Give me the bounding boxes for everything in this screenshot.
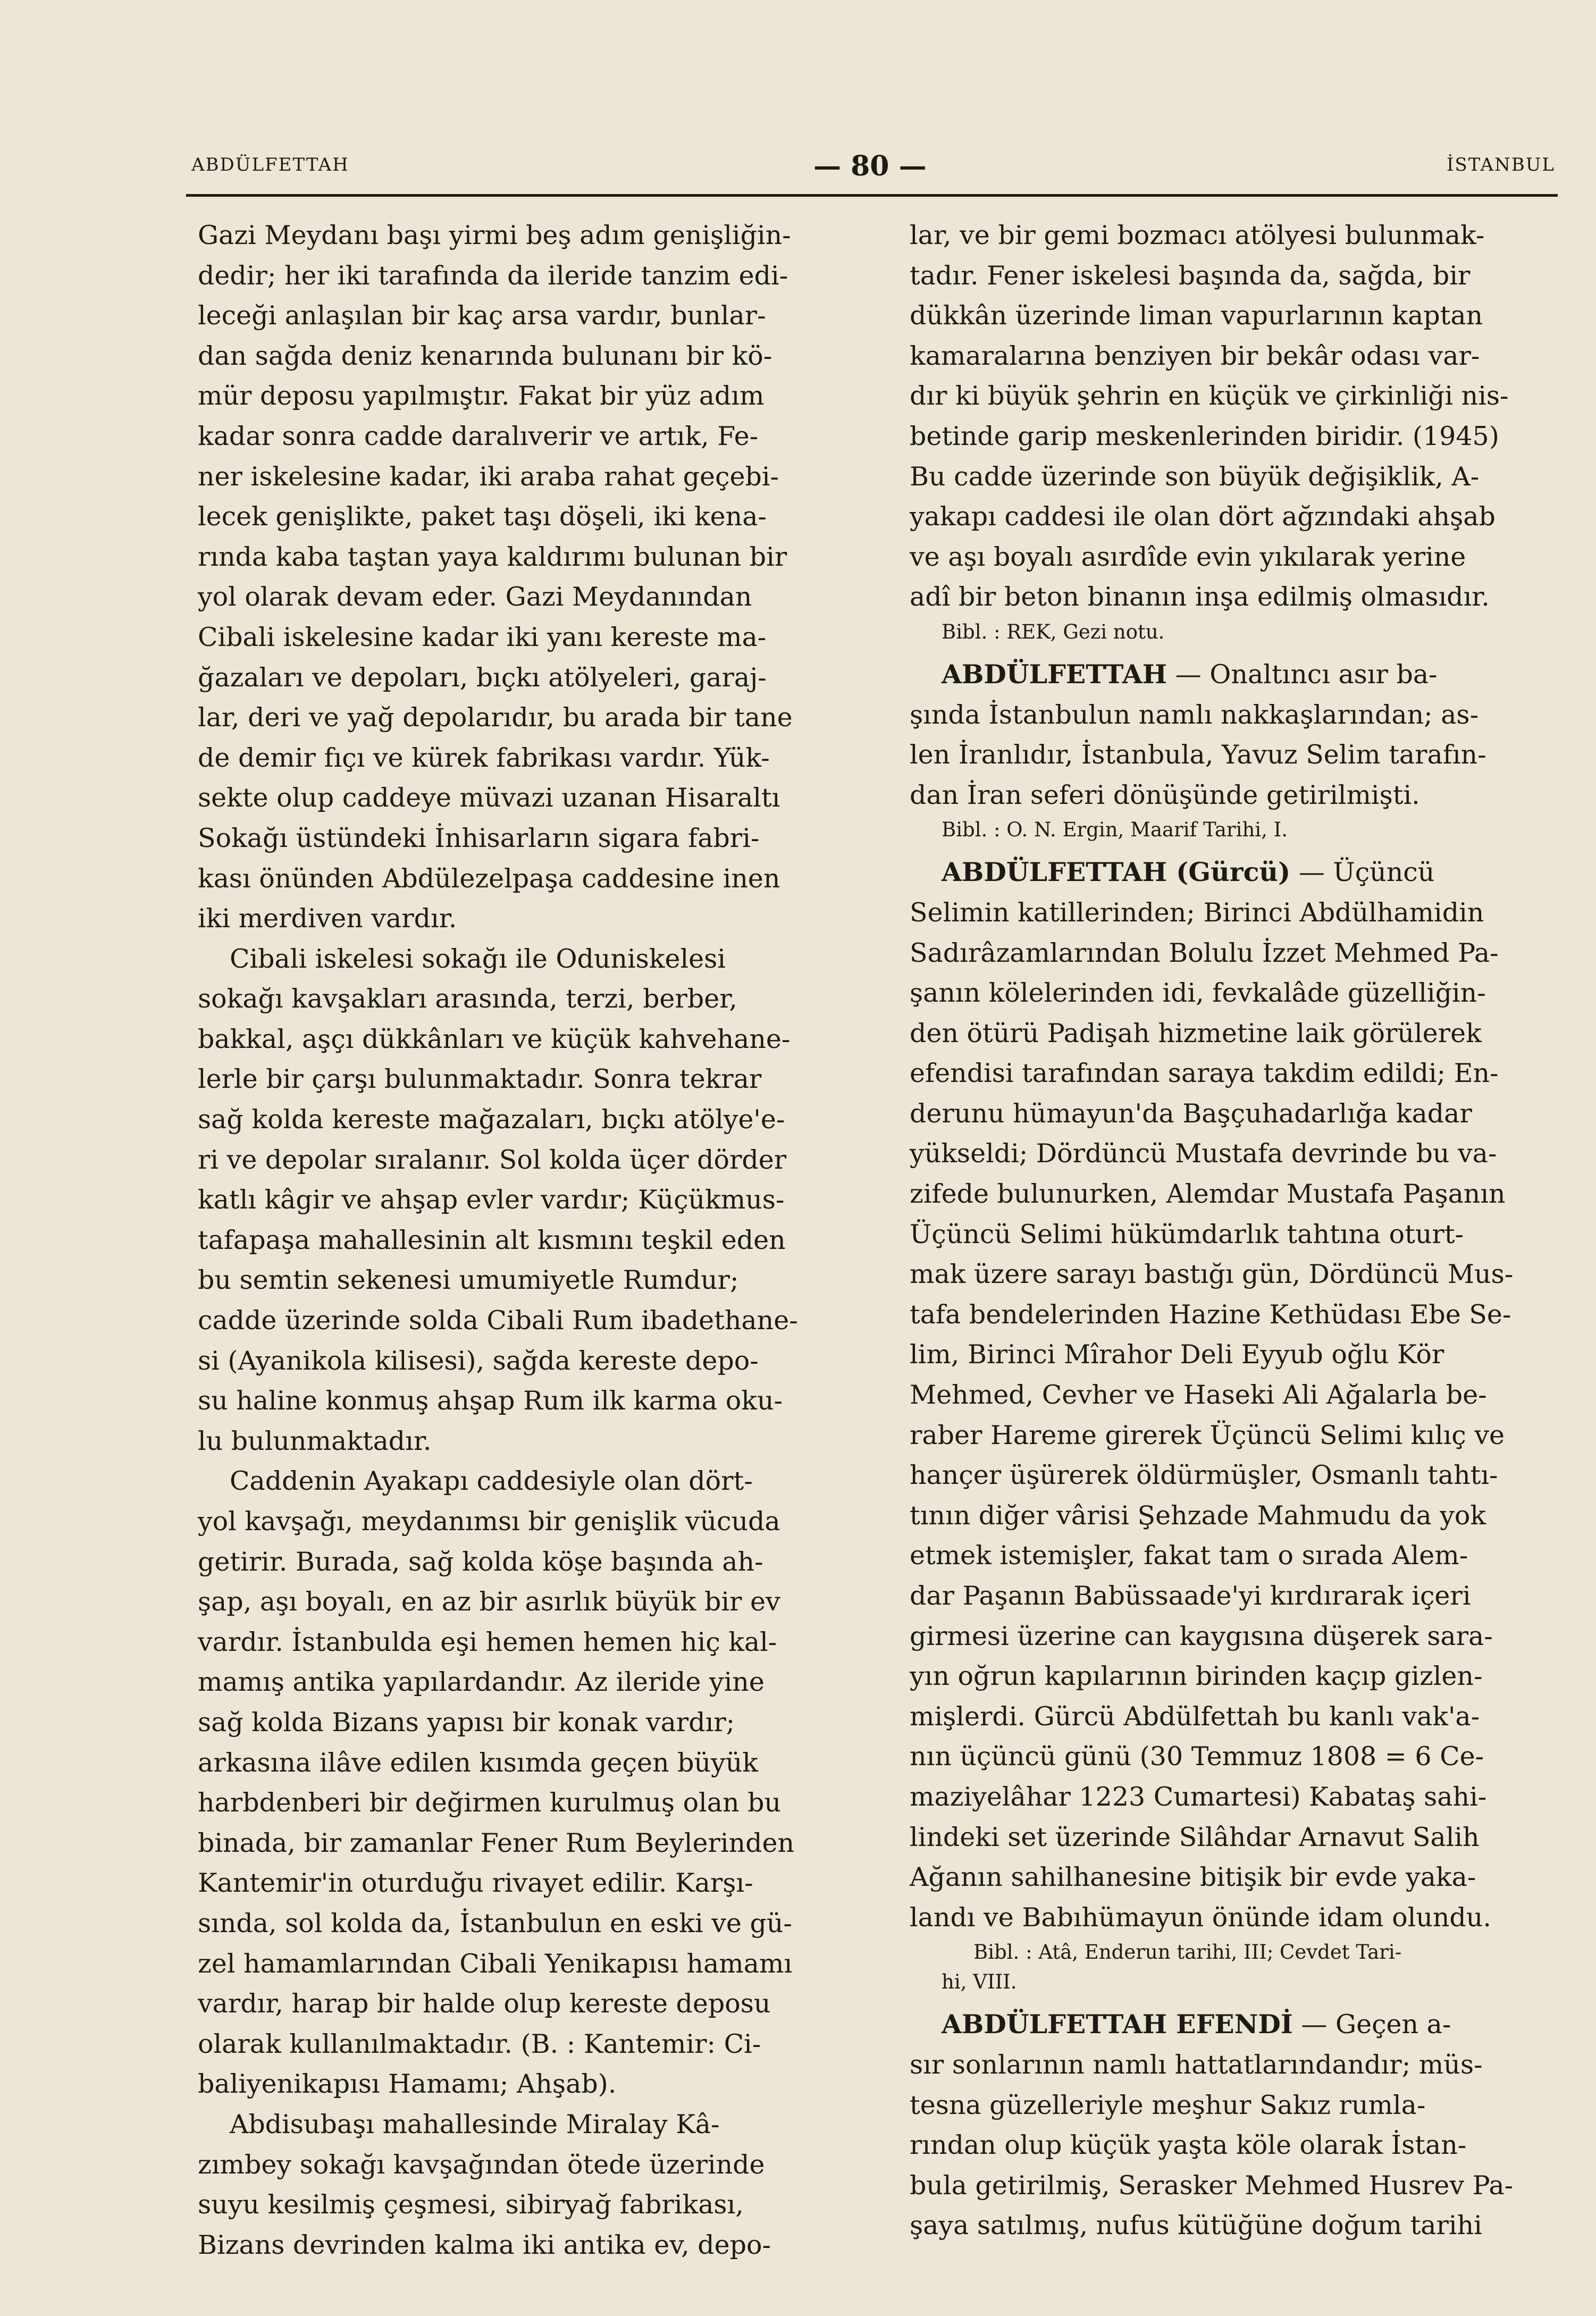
text-line: ve aşı boyalı asırdîde evin yıkılarak yerine [910, 541, 1466, 572]
text-line: ner iskelesine kadar, iki araba rahat geçebi- [198, 461, 779, 492]
entry-istanbul-continued [910, 215, 1542, 617]
text-line: dükkân üzerinde liman vapurlarının kaptan [910, 300, 1483, 331]
text-line: kadar sonra cadde daralıverir ve artık, Fe- [198, 421, 759, 451]
text-line: tadır. Fener iskelesi başında da, sağda, bir [910, 260, 1471, 291]
bibliography: Bibl. : REK, Gezi notu. [942, 620, 1165, 643]
text-line: Üçüncü Selimi hükümdarlık tahtına oturt- [910, 1219, 1464, 1249]
text-line: arkasına ilâve edilen kısımda geçen büyük [198, 1747, 758, 1778]
text-line: zımbey sokağı kavşağından ötede üzerinde [198, 2149, 765, 2180]
text-line: den ötürü Padişah hizmetine laik görülerek [910, 1018, 1482, 1048]
text-line: lindeki set üzerinde Silâhdar Arnavut Salih [910, 1822, 1480, 1852]
entry-heading-line [910, 654, 1542, 695]
text-line: nın üçüncü günü (30 Temmuz 1808 = 6 Ce- [910, 1741, 1484, 1772]
text-line: Sokağı üstündeki İnhisarların sigara fabri- [198, 823, 760, 853]
text-line: dar Paşanın Babüssaade'yi kırdırarak içeri [910, 1581, 1471, 1611]
text-line: lim, Birinci Mîrahor Deli Eyyub oğlu Kör [910, 1339, 1444, 1370]
entry-text: — Geçen a- [1292, 2009, 1451, 2040]
text-line: iki merdiven vardır. [198, 903, 457, 934]
text-line: Selimin katillerinden; Birinci Abdülhamidin [910, 897, 1484, 928]
text-line: de demir fıçı ve kürek fabrikası vardır. Yük- [198, 742, 770, 773]
text-line: mak üzere sarayı bastığı gün, Dördüncü Mus- [910, 1259, 1514, 1290]
text-line: Abdisubaşı mahallesinde Miralay Kâ- [230, 2109, 720, 2139]
running-header [191, 150, 1555, 187]
text-line: Cibali iskelesi sokağı ile Oduniskelesi [230, 943, 726, 974]
text-line: mamış antika yapılardandır. Az ileride yine [198, 1667, 765, 1698]
text-line: lu bulunmaktadır. [198, 1425, 432, 1456]
entry-heading-line [910, 852, 1542, 893]
text-line: su haline konmuş ahşap Rum ilk karma oku- [198, 1386, 783, 1416]
header-entry-word: ABDÜLFETTAH [191, 154, 349, 175]
text-line: girmesi üzerine can kaygısına düşerek sara- [910, 1621, 1493, 1651]
text-line: sında, sol kolda da, İstanbulun en eski ve gü- [198, 1908, 792, 1939]
text-line: etmek istemişler, fakat tam o sırada Alem- [910, 1540, 1468, 1571]
entry-abdulfettah [910, 695, 1542, 816]
text-line: yükseldi; Dördüncü Mustafa devrinde bu va- [910, 1138, 1497, 1169]
text-line: yakapı caddesi ile olan dört ağzındaki ahşab [910, 501, 1496, 532]
text-line: yol kavşağı, meydanımsı bir genişlik vücuda [198, 1506, 780, 1537]
entry-text: — Üçüncü [1290, 857, 1435, 888]
text-line: tafapaşa mahallesinin alt kısmını teşkil eden [198, 1224, 786, 1255]
text-line: Sadırâzamlarından Bolulu İzzet Mehmed Pa- [910, 937, 1499, 968]
page-number: — 80 — [813, 150, 927, 182]
entry-abdulfettah-gurcu [910, 893, 1542, 1937]
text-line: Caddenin Ayakapı caddesiyle olan dört- [230, 1466, 753, 1497]
text-line: zifede bulunurken, Alemdar Mustafa Paşanın [910, 1179, 1506, 1210]
text-line: raber Hareme girerek Üçüncü Selimi kılıç ve [910, 1420, 1505, 1450]
text-line: mür deposu yapılmıştır. Fakat bir yüz adım [198, 381, 765, 412]
entry-heading-line [910, 2004, 1542, 2045]
text-line: kası önünden Abdülezelpaşa caddesine inen [198, 863, 780, 894]
entry-abdulfettah-efendi [910, 2045, 1542, 2246]
entry-title: ABDÜLFETTAH (Gürcü) [942, 857, 1291, 888]
text-line: şanın kölelerinden idi, fevkalâde güzelliğin- [910, 978, 1486, 1009]
text-line: kamaralarına benziyen bir bekâr odası var- [910, 340, 1480, 371]
text-line: şap, aşı boyalı, en az bir asırlık büyük bir ev [198, 1587, 780, 1617]
text-line: şında İstanbulun namlı nakkaşlarından; as- [910, 699, 1479, 730]
text-line: Bu cadde üzerinde son büyük değişiklik, A- [910, 461, 1480, 492]
text-line: betinde garip meskenlerinden biridir. (1945) [910, 421, 1499, 451]
text-line: lar, deri ve yağ depolarıdır, bu arada bir tane [198, 702, 793, 733]
entry-text: — Onaltıncı asır ba- [1167, 659, 1438, 690]
text-line: tının diğer vârisi Şehzade Mahmudu da yok [910, 1500, 1486, 1531]
text-line: efendisi tarafından saraya takdim edildi; En- [910, 1058, 1499, 1089]
text-line: rında kaba taştan yaya kaldırımı bulunan bir [198, 541, 787, 572]
text-line: yın oğrun kapılarının birinden kaçıp gizlen- [910, 1661, 1483, 1692]
text-line: dedir; her iki tarafında da ileride tanzim edi- [198, 260, 788, 291]
bibliography: Bibl. : O. N. Ergin, Maarif Tarihi, I. [942, 818, 1288, 842]
text-line: bakkal, aşçı dükkânları ve küçük kahvehane- [198, 1023, 791, 1054]
text-line: binada, bir zamanlar Fener Rum Beylerinden [198, 1827, 795, 1858]
text-line: harbdenberi bir değirmen kurulmuş olan bu [198, 1788, 782, 1818]
text-line: Mehmed, Cevher ve Haseki Ali Ağalarla be- [910, 1380, 1487, 1411]
right-column [910, 215, 1542, 2246]
text-line: olarak kullanılmaktadır. (B. : Kantemir: Ci- [198, 2028, 761, 2059]
entry-title: ABDÜLFETTAH EFENDİ [942, 2009, 1293, 2040]
text-line: getirir. Burada, sağ kolda köşe başında ah- [198, 1546, 763, 1577]
text-line: tesna güzelleriyle meşhur Sakız rumla- [910, 2090, 1426, 2120]
bibliography [910, 1937, 1542, 1997]
text-line: maziyelâhar 1223 Cumartesi) Kabataş sahi- [910, 1781, 1487, 1812]
text-line: yol olarak devam eder. Gazi Meydanından [198, 582, 752, 612]
text-line: vardır. İstanbulda eşi hemen hemen hiç kal- [198, 1626, 777, 1657]
text-line: vardır, harap bir halde olup kereste deposu [198, 1988, 771, 2019]
text-line: Bibl. : Atâ, Enderun tarihi, III; Cevdet Tari- [973, 1941, 1402, 1964]
text-line: si (Ayanikola kilisesi), sağda kereste depo- [198, 1345, 759, 1376]
text-line: suyu kesilmiş çeşmesi, sibiryağ fabrikası, [198, 2189, 744, 2220]
text-line: Cibali iskelesine kadar iki yanı kereste ma- [198, 622, 767, 652]
text-line: dan sağda deniz kenarında bulunanı bir kö- [198, 340, 772, 371]
text-line: mişlerdi. Gürcü Abdülfettah bu kanlı vak'a- [910, 1701, 1480, 1732]
text-line: cadde üzerinde solda Cibali Rum ibadethane- [198, 1305, 798, 1336]
text-line: sekte olup caddeye müvazi uzanan Hisaraltı [198, 783, 780, 813]
left-column [198, 215, 830, 2265]
text-line: lecek genişlikte, paket taşı döşeli, iki kena- [198, 501, 767, 532]
text-line: Kantemir'in oturduğu rivayet edilir. Karşı- [198, 1868, 753, 1899]
text-line: bu semtin sekenesi umumiyetle Rumdur; [198, 1265, 739, 1296]
header-entry-word-right: İSTANBUL [1446, 154, 1555, 175]
text-line: Bizans devrinden kalma iki antika ev, depo- [198, 2229, 771, 2260]
text-line: tafa bendelerinden Hazine Kethüdası Ebe Se- [910, 1299, 1511, 1330]
text-line: sır sonlarının namlı hattatlarındandır; müs- [910, 2049, 1483, 2080]
text-line: sağ kolda Bizans yapısı bir konak vardır; [198, 1707, 735, 1738]
text-line: sağ kolda kereste mağazaları, bıçkı atölye'e- [198, 1104, 785, 1135]
text-line: dır ki büyük şehrin en küçük ve çirkinliği nis- [910, 381, 1509, 412]
text-line: hançer üşürerek öldürmüşler, Osmanlı tahtı- [910, 1460, 1498, 1491]
text-line: baliyenikapısı Hamamı; Ahşab). [198, 2069, 617, 2100]
text-line: ğazaları ve depoları, bıçkı atölyeleri, garaj- [198, 662, 767, 693]
text-line: adî bir beton binanın inşa edilmiş olmasıdır. [910, 582, 1490, 612]
text-line: dan İran seferi dönüşünde getirilmişti. [910, 779, 1420, 810]
text-line: len İranlıdır, İstanbula, Yavuz Selim tarafın- [910, 740, 1486, 770]
text-line: rından olup küçük yaşta köle olarak İstan- [910, 2130, 1467, 2161]
text-line: ri ve depolar sıralanır. Sol kolda üçer dörder [198, 1144, 787, 1175]
text-line: şaya satılmış, nufus kütüğüne doğum tarihi [910, 2210, 1482, 2241]
text-line: katlı kâgir ve ahşap evler vardır; Küçükmus- [198, 1185, 785, 1215]
text-line: sokağı kavşakları arasında, terzi, berber, [198, 984, 737, 1014]
text-line: landı ve Babıhümayun önünde idam olundu. [910, 1902, 1491, 1933]
text-line: lerle bir çarşı bulunmaktadır. Sonra tekrar [198, 1064, 762, 1095]
text-line: Gazi Meydanı başı yirmi beş adım genişliğin- [198, 220, 791, 250]
text-line: derunu hümayun'da Başçuhadarlığa kadar [910, 1098, 1472, 1129]
text-line: bula getirilmiş, Serasker Mehmed Husrev Pa- [910, 2170, 1514, 2201]
text-line: leceği anlaşılan bir kaç arsa vardır, bunlar- [198, 300, 766, 331]
text-line: Ağanın sahilhanesine bitişik bir evde yaka- [910, 1862, 1476, 1893]
text-line: lar, ve bir gemi bozmacı atölyesi bulunmak- [910, 220, 1485, 250]
header-rule [186, 194, 1558, 197]
entry-title: ABDÜLFETTAH [942, 658, 1167, 690]
text-line: hi, VIII. [942, 1970, 1017, 1994]
text-line: zel hamamlarından Cibali Yenikapısı hamamı [198, 1948, 793, 1979]
